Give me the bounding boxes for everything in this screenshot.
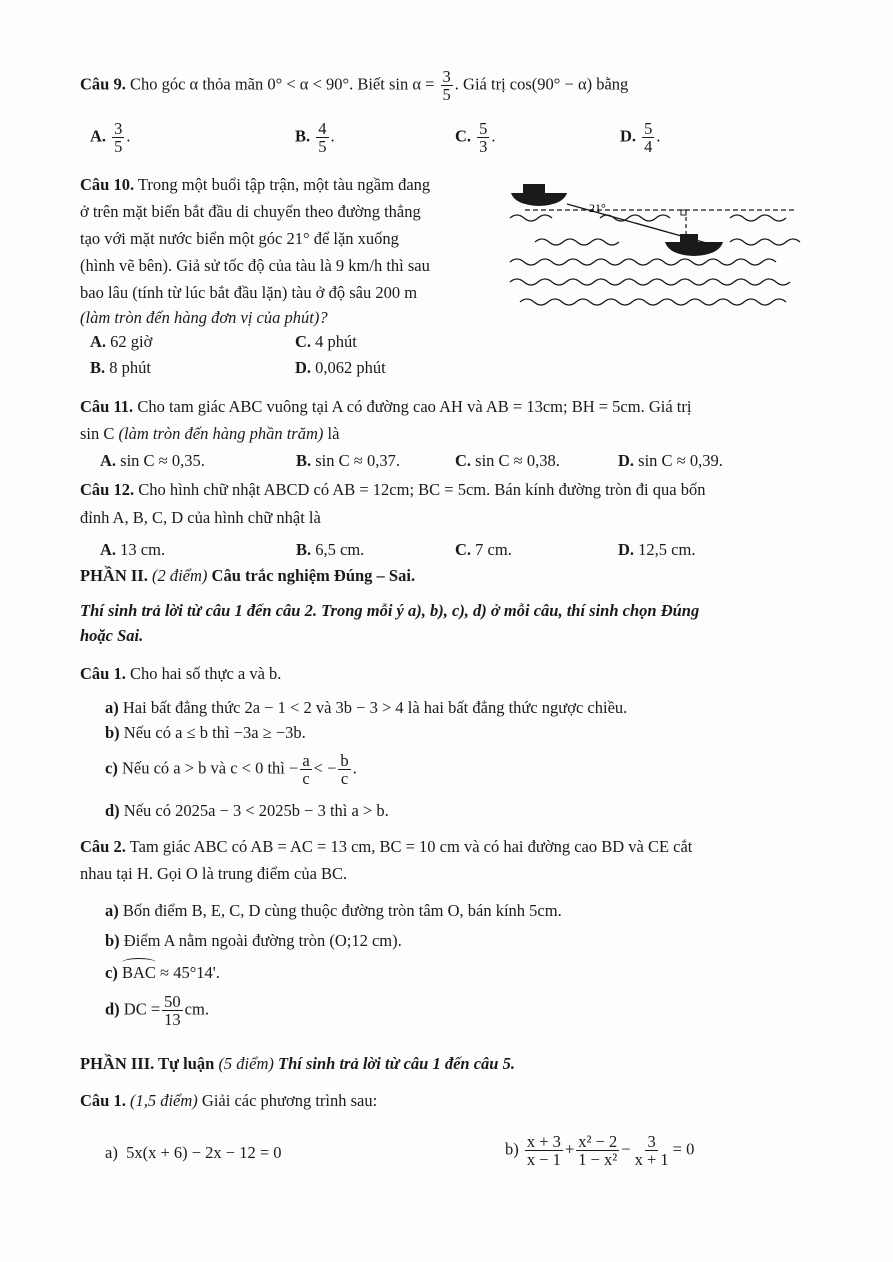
q9-expr: cos(90° − α) [509, 74, 593, 94]
q11-option-d: D. sin C ≈ 0,39. [618, 451, 723, 470]
q10-line-1: Câu 10. Trong một buổi tập trận, một tàu ngầm đang [80, 175, 431, 194]
p2q1-item-c: c) Nếu có a > b và c < 0 thì − $\frac{a}{c}$ < − $\frac{b}{c}$ . [105, 751, 357, 789]
angle-bac: BAC [121, 963, 156, 982]
p2q1-stem: Câu 1. Cho hai số thực a và b. [80, 664, 282, 683]
part2-instructions-2: hoặc Sai. [80, 626, 144, 645]
part3-heading: PHẦN III. Tự luận (5 điểm) Thí sinh trả lời từ câu 1 đến câu 5. [80, 1054, 515, 1073]
q11-line-1: Câu 11. Cho tam giác ABC vuông tại A có đường cao AH và AB = 13cm; BH = 5cm. Giá trị [80, 397, 692, 416]
p2q1-item-a: a) Hai bất đẳng thức 2a − 1 < 2 và 3b − 3 > 4 là hai bất đẳng thức ngược chiều. [105, 698, 628, 717]
q10-line-2: ở trên mặt biển bắt đầu di chuyển theo đường thẳng [80, 202, 421, 221]
q12-option-a: A. 13 cm. [100, 540, 166, 559]
q11-option-a: A. sin C ≈ 0,35. [100, 451, 205, 470]
q10-line-5: bao lâu (tính từ lúc bắt đầu lặn) tàu ở độ sâu 200 m [80, 283, 418, 302]
q9-text-b: Biết sin α = [357, 74, 435, 94]
p2q2-item-c: c) BAC ≈ 45°14'. [105, 963, 220, 982]
submarine-figure [505, 178, 805, 308]
p3q1-stem: Câu 1. (1,5 điểm) Giải các phương trình sau: [80, 1091, 378, 1110]
q9-sin-fraction: $\frac{3}{5}$ [442, 67, 451, 105]
q12-option-c: C. 7 cm. [455, 540, 512, 559]
q9-label: Câu 9. [80, 74, 126, 94]
q10-line-4: (hình vẽ bên). Giả sử tốc độ của tàu là 9 km/h thì sau [80, 256, 430, 275]
q12-line-1: Câu 12. Cho hình chữ nhật ABCD có AB = 12cm; BC = 5cm. Bán kính đường tròn đi qua bốn [80, 480, 706, 499]
q11-line-2: sin C (làm tròn đến hàng phần trăm) là [80, 424, 340, 443]
p2q2-item-a: a) Bốn điểm B, E, C, D cùng thuộc đường tròn tâm O, bán kính 5cm. [105, 901, 562, 920]
q9-text-c: . Giá trị [454, 74, 506, 94]
part2-instructions-1: Thí sinh trả lời từ câu 1 đến câu 2. Trong mỗi ý a), b), c), d) ở mỗi câu, thí sinh chọn Đúng [80, 601, 700, 620]
q11-option-b: B. sin C ≈ 0,37. [296, 451, 400, 470]
submarine-surface-icon [511, 184, 567, 206]
q10-option-c: C. 4 phút [295, 332, 357, 351]
q9-text-a: Cho góc α thỏa mãn [129, 74, 264, 94]
q12-option-d: D. 12,5 cm. [618, 540, 696, 559]
q11-option-c: C. sin C ≈ 0,38. [455, 451, 560, 470]
q12-option-b: B. 6,5 cm. [296, 540, 365, 559]
q9-text-d: bằng [596, 74, 629, 94]
p3q1-item-b: b) $\frac{x + 3}{x - 1}$ + $\frac{\text{x² − 2}}{\text{1 − x²}}$ − $\frac{3}{x + 1}$ = 0 [505, 1132, 695, 1170]
p2q2-item-b: b) Điểm A nằm ngoài đường tròn (O;12 cm). [105, 931, 402, 950]
q9-cond: 0° < α < 90°. [267, 74, 354, 94]
q9-option-b: B. $\frac{4}{5}$ . [295, 119, 335, 157]
q10-note: (làm tròn đến hàng đơn vị của phút)? [80, 308, 328, 327]
p2q2-item-d: d) DC = $\frac{50}{13}$ cm. [105, 992, 209, 1030]
p2q1-item-b: b) Nếu có a ≤ b thì −3a ≥ −3b. [105, 723, 306, 742]
q10-option-a: A. 62 giờ [90, 332, 153, 351]
p2q1-item-d: d) Nếu có 2025a − 3 < 2025b − 3 thì a > b. [105, 801, 389, 820]
q9-option-d: D. $\frac{5}{4}$ . [620, 119, 661, 157]
q9-option-c: C. $\frac{5}{3}$ . [455, 119, 496, 157]
q9-stem [80, 68, 628, 104]
p2q2-line-1: Câu 2. Tam giác ABC có AB = AC = 13 cm, BC = 10 cm và có hai đường cao BD và CE cắt [80, 837, 693, 856]
submarine-submerged-icon [665, 234, 723, 256]
q9-option-a: A. $\frac{3}{5}$ . [90, 119, 131, 157]
q12-line-2: đỉnh A, B, C, D của hình chữ nhật là [80, 508, 321, 527]
q10-option-b: B. 8 phút [90, 358, 151, 377]
angle-label: 21° [589, 201, 606, 215]
p3q1-item-a: a) 5x(x + 6) − 2x − 12 = 0 [105, 1143, 282, 1162]
part2-heading: PHẦN II. (2 điểm) Câu trắc nghiệm Đúng – Sai. [80, 566, 416, 585]
p2q2-line-2: nhau tại H. Gọi O là trung điểm của BC. [80, 864, 348, 883]
q10-option-d: D. 0,062 phút [295, 358, 386, 377]
q10-line-3: tạo với mặt nước biển một góc 21° để lặn xuống [80, 229, 399, 248]
